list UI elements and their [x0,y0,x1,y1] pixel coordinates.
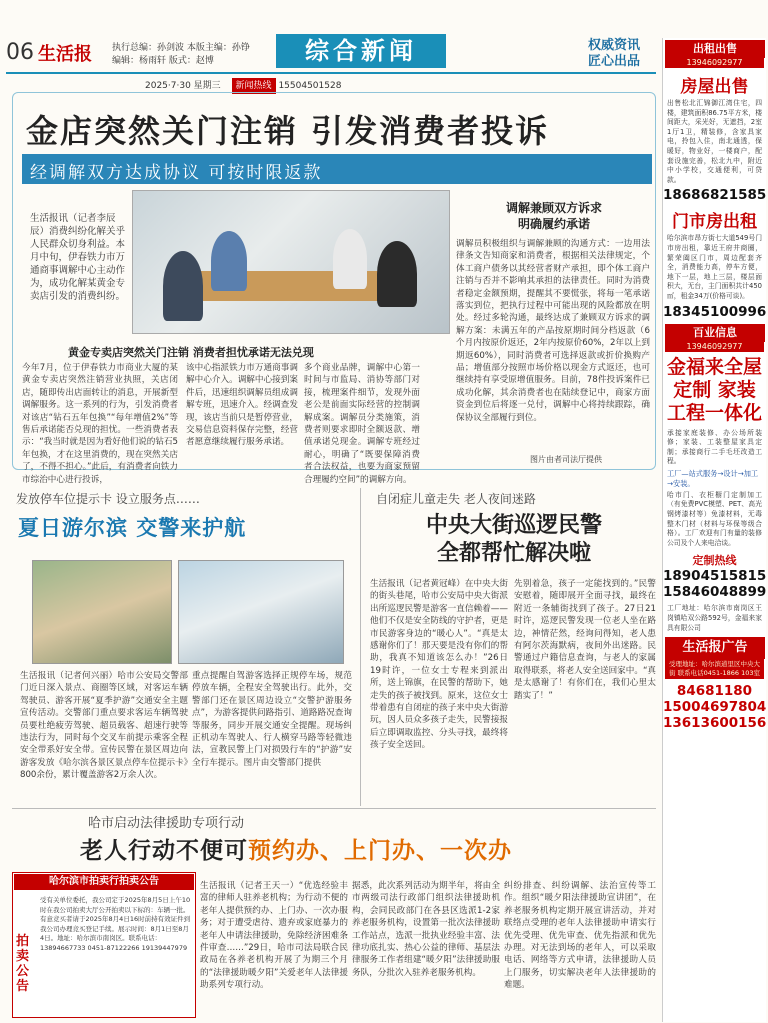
classified-header2-phone: 13946092977 [665,342,764,352]
main-body-col2: 该中心指派铁力市万通商事调解中心介入。调解中心接到案件后，迅速组织调解员组成调解专班，迅速介入。经调查发现，该店当前只是暂停营业，交易信息资料保存完整，经营者愿意继续履行服务承诺。 [186,363,298,448]
custom-furniture-ad-title: 金福来全屋定制 家装工程一体化 [667,355,763,424]
patrol-headline-line1: 中央大街巡逻民警 [425,513,602,538]
right-subhead-line1: 调解兼顾双方诉求 [505,201,602,215]
paper-name: 生活报 [38,44,92,65]
ads-phone-3: 13613600156 [663,715,767,732]
classified-header-rent-sale: 出租出售 [665,40,765,58]
main-body-col4: 调解员积极组织与调解兼顾的沟通方式：一边用法律条文告知商家和消费者，根据相关法律规定，个体工商户债务以其经营者财产承担，即个体工商户注销与否并不影响其承担的法律责任。同时为消费者稳定金额预期，提醒其不要慌张，将每一笔承诺落实到位，把执行过程中可能出现的风险都放在明处。经过多轮沟通，最终达成了兼顾双方诉求的调解方案：未满五年的产品按原期时间分档返款（6个月内按原价返还，2年内按原价60%，2年以上到期返60%），同时消费者可选择返款或折价换购产品；增值部分按照市场价格以现金方式返还，也可继续持有享受原增值服务。目前，78件投诉案件已成功化解，其余消费者也在陆续登记中，商家方面资金到位后将逐一兑付，调解中心将持续跟踪，确保协议全部履行到位。 [456,239,650,423]
house-sale-phone: 18686821585 [663,187,767,204]
legal-aid-headline-plain: 老人行动不便可 [80,838,248,864]
custom-furniture-ad-text3: 哈市门、衣柜橱门定制加工（有免费PVC模塑、PET、高光钢烤漆材等）免漆材料，无毒整木门材（材料与环保等级合格）。工厂欢迎有门有量的装修公司及个人来电洽谈。 [667,490,762,547]
traffic-body-col1: 生活报讯（记者何兴丽）哈市公安局交警部门近日深入景点、商圈等区域，对客运车辆驾驶员、游客开展“夏季护游”交通安全主题宣传活动。交警部门重点要求客运车辆驾驶员要杜绝疲劳驾驶、超员载客、超速行驶等违法行为，同时每个交叉车前提示乘客全程安全带系好安全带。宣传民警在景区周边向游客发放《哈尔滨各景区景点停车位提示卡》800余份，累计覆盖游客2万余人次。 [20,671,188,781]
traffic-headline: 夏日游尔滨 交警来护航 [18,516,247,540]
credits-line2: 编辑：杨雨轩 版式：赵博 [112,56,214,66]
photo-person-shape [163,251,203,321]
slogan-line2: 匠心出品 [588,54,641,69]
legal-aid-body-col1: 生活报讯（记者王天一）“优选经验丰富的律师人驻养老机构；为行动不便的老年人提供预约办、上门办、一次办服务；对于遭受虐待、遗弃或家庭暴力的老年人申请法律援助，免除经济困难条件审查……”29日，哈市司法局联合民政局在各养老机构开展了为期三个月的“法律援助暖夕阳”关爱老年人法律援助系列专项行动。 [200,881,348,991]
factory-address: 工厂地址：哈尔滨市南岗区王岗镇哈双公路592号，金福来家具有限公司 [667,604,762,632]
legal-aid-headline-highlight: 预约办、上门办、一次办 [248,838,512,864]
hotline-label: 新闻热线 [232,78,276,94]
shop-rent-title: 门市房出租 [672,212,757,233]
bottom-rule [12,808,656,809]
house-sale-text: 出售松北汇锦御江湾住宅，四楼，建筑面积86.75平方米，楼间距大，采光好，无遮挡，2室1厅1卫，精装修，含家具家电，拎包入住，南北通透，保暖好，物业好，一楼商户，配套设施完善，松北九中，附近中小学校，交通便利，可贷款。 [667,99,762,184]
ads-contact-address: 受理地址：哈尔滨道里区中央大街 联系电话0451-1866 103室 [665,659,764,679]
traffic-kicker: 发放停车位提示卡 设立服务点…… [16,492,200,506]
classified-header-business: 百业信息 [665,324,765,342]
auction-notice-side-label: 拍卖公告 [16,934,30,994]
traffic-body-col2: 重点提醒自驾游客选择正规停车场，规范停放车辆，全程安全驾驶出行。此外，交警部门还在景区周边设立“交警护游服务点”，为游客提供问路指引、道路路况查询等服务，同步开展交通安全提醒。现场纠正机动车驾驶人、行人横穿马路等轻微违法，宣教民警上门对损毁行车的“护游”安全行车提示。图片由交警部门提供 [192,671,352,768]
traffic-photo-1 [32,560,172,664]
main-body-col1: 今年7月，位于伊春铁力市商业大厦的某黄金专卖店突然注销营业执照，关店闭店，随即传出店面转让的消息，开展新型调解服务。这一系列的行为，引发消费者对该店“钻石五年包换”“每年增值2%”等售后承诺能否兑现的担忧。一些消费者表示：“我当时就是因为看好他们说的钻石5年包换，才在这里消费的，现在突然关店了，不得不担心。”此后，有消费者向铁力市综治中心进行投诉， [22,363,179,485]
classifieds-column [662,38,766,1022]
patrol-kicker: 自闭症儿童走失 老人夜间迷路 [376,492,536,506]
main-photo-credit: 图片由者司法厅提供 [530,455,602,464]
patrol-body-col2: 先别着急，孩子一定能找到的。”民警安慰着，随即展开全面寻找，最终在附近一条辅街找到了孩子。27日21时许，巡逻民警发现一位老人坐在路边，神情茫然，经询问得知，老人患有阿尔茨海默病，夜间外出迷路。民警通过户籍信息查询，与老人的家属取得联系，将老人安全送回家中。“真是太感谢了！有你们在，我们心里太踏实了！” [514,579,656,701]
date: 2025·7·30 星期三 [145,81,221,91]
main-headline: 金店突然关门注销 引发消费者投诉 [26,112,550,150]
auction-notice-text: 受有关单位委托，我公司定于2025年8月5日上午10时在我公司拍卖大厅公开拍卖以下标的：车辆一批。有意竞买者请于2025年8月4日16时前持有效证件到我公司办理竞买登记手续。展示时间：8月1日至8月4日。地址：哈尔滨市南岗区。联系电话：13894667733 0451-87122266 19139447979 [40,896,191,952]
main-lead: 生活报讯（记者李辰辰）消费纠纷化解关乎人民群众切身利益。本月中旬，伊春铁力市万通商事调解中心主动作为，成功化解某黄金专卖店引发的消费纠纷。 [30,213,126,302]
patrol-body-col1: 生活报讯（记者黄冠峰）在中央大街的街头巷尾，哈市公安局中央大街派出所巡逻民警是游客一直信赖着——他们不仅是安全防线的守护者，更是市民游客身边的“暖心人”。“真是太感谢你们了！那天要是没有你们的帮助，我真不知道该怎么办！”26日19时许，一位女士专程来到派出所，送上锦旗，在民警的帮助下，她走失的孩子被找到。原来，这位女士带着患有自闭症的孩子来中央大街游玩，因人员众多孩子走失，民警接报后立即调取监控、分头寻找，最终将孩子安全送回。 [370,579,508,751]
slogan [588,38,640,70]
ads-phone-2: 15004697804 [663,699,767,716]
right-subhead-line2: 明确履约承诺 [517,217,590,231]
custom-phone-1: 18904515815 [663,568,767,585]
column-divider [360,488,361,806]
shop-rent-text: 哈尔滨市昂方街七大道549号门市房出租，靠近王府井商圈，繁荣阖区门市，周边配套齐全，消费能力高，停车方便，地下一层，地上三层，楼层面积大，无台，主门面积共计450㎡，租金34万(价格可谈)。 [667,234,762,300]
patrol-headline-line2: 全都帮忙解决啦 [436,541,591,566]
patrol-headline [372,512,656,568]
section-title: 综合新闻 [276,34,446,68]
slogan-line1: 权威资讯 [588,38,641,53]
custom-furniture-ad-text1: 承接家庭装修、办公场所装修；家装、工装整屋家具定制；承接商行二手毛坯改造工程。 [667,428,762,466]
traffic-photo-2 [178,560,344,664]
ads-phone-1: 84681180 [676,683,753,700]
mediation-photo [132,190,450,334]
credits-line1: 执行总编：孙剑波 本版主编：孙铮 [112,43,250,53]
house-sale-title: 房屋出售 [680,77,749,97]
classified-header-ads: 生活报广告 [665,637,765,659]
photo-person-shape [333,229,367,289]
main-subhead: 经调解双方达成协议 可按时限返款 [30,163,323,183]
auction-notice-title: 哈尔滨市拍卖行拍卖公告 [14,874,194,890]
header-rule [6,72,656,74]
legal-aid-body-col3: 纠纷排查、纠纷调解、法治宣传等工作。组织“暖夕阳法律援助宣讲团”，在养老服务机构定期开展宣讲活动，并对联络点受理的老年人法律援助申请实行优先受理、优先审查、优先指派和优先办理。对无法到场的老年人，可以采取电话、网络等方式申请，法律援助人员上门服务，切实解决老年人法律援助的难题。 [504,881,656,991]
main-body-col3: 多个商业品牌，调解中心第一时间与市监局、消协等部门对接，梳理案件细节，发现外面老公是前面实际经营的控制调解成案。调解员分类施策，消费者则要求即时全额返款、增值承诺兑现金。调解专班经过耐心，明确了“既要保障消费者合法权益，也要为商家预留合理履约空间”的调解方向。 [304,363,420,485]
custom-hotline-label: 定制热线 [692,554,737,568]
custom-furniture-ad-text2: 工厂—站式服务→设计→加工→安装。 [667,468,759,488]
main-right-subhead [466,200,642,232]
classified-header-phone: 13946092977 [665,58,764,68]
main-photo-caption: 黄金专卖店突然关门注销 消费者担忧承诺无法兑现 [68,346,314,359]
legal-aid-kicker: 哈市启动法律援助专项行动 [88,816,245,831]
photo-person-shape [377,241,417,307]
photo-person-shape [211,231,247,291]
editor-credits [112,42,250,68]
custom-phone-2: 15846048899 [663,584,767,601]
legal-aid-body-col2: 据悉，此次系列活动为期半年，将由全市两级司法行政部门组织法律援助机构，会同民政部门在各县区选派1-2家养老服务机构，设置第一批次法律援助工作站点，选派一批执业经验丰富、法律功底扎实、热心公益的律师、基层法律服务工作者组建“暖夕阳”法律援助服务队，分批次入驻养老服务机构。 [352,881,500,978]
hotline-number: 15504501528 [278,81,342,91]
page-number: 06 [6,40,34,65]
shop-rent-phone: 18345100996 [663,303,767,320]
legal-aid-headline [80,832,512,865]
